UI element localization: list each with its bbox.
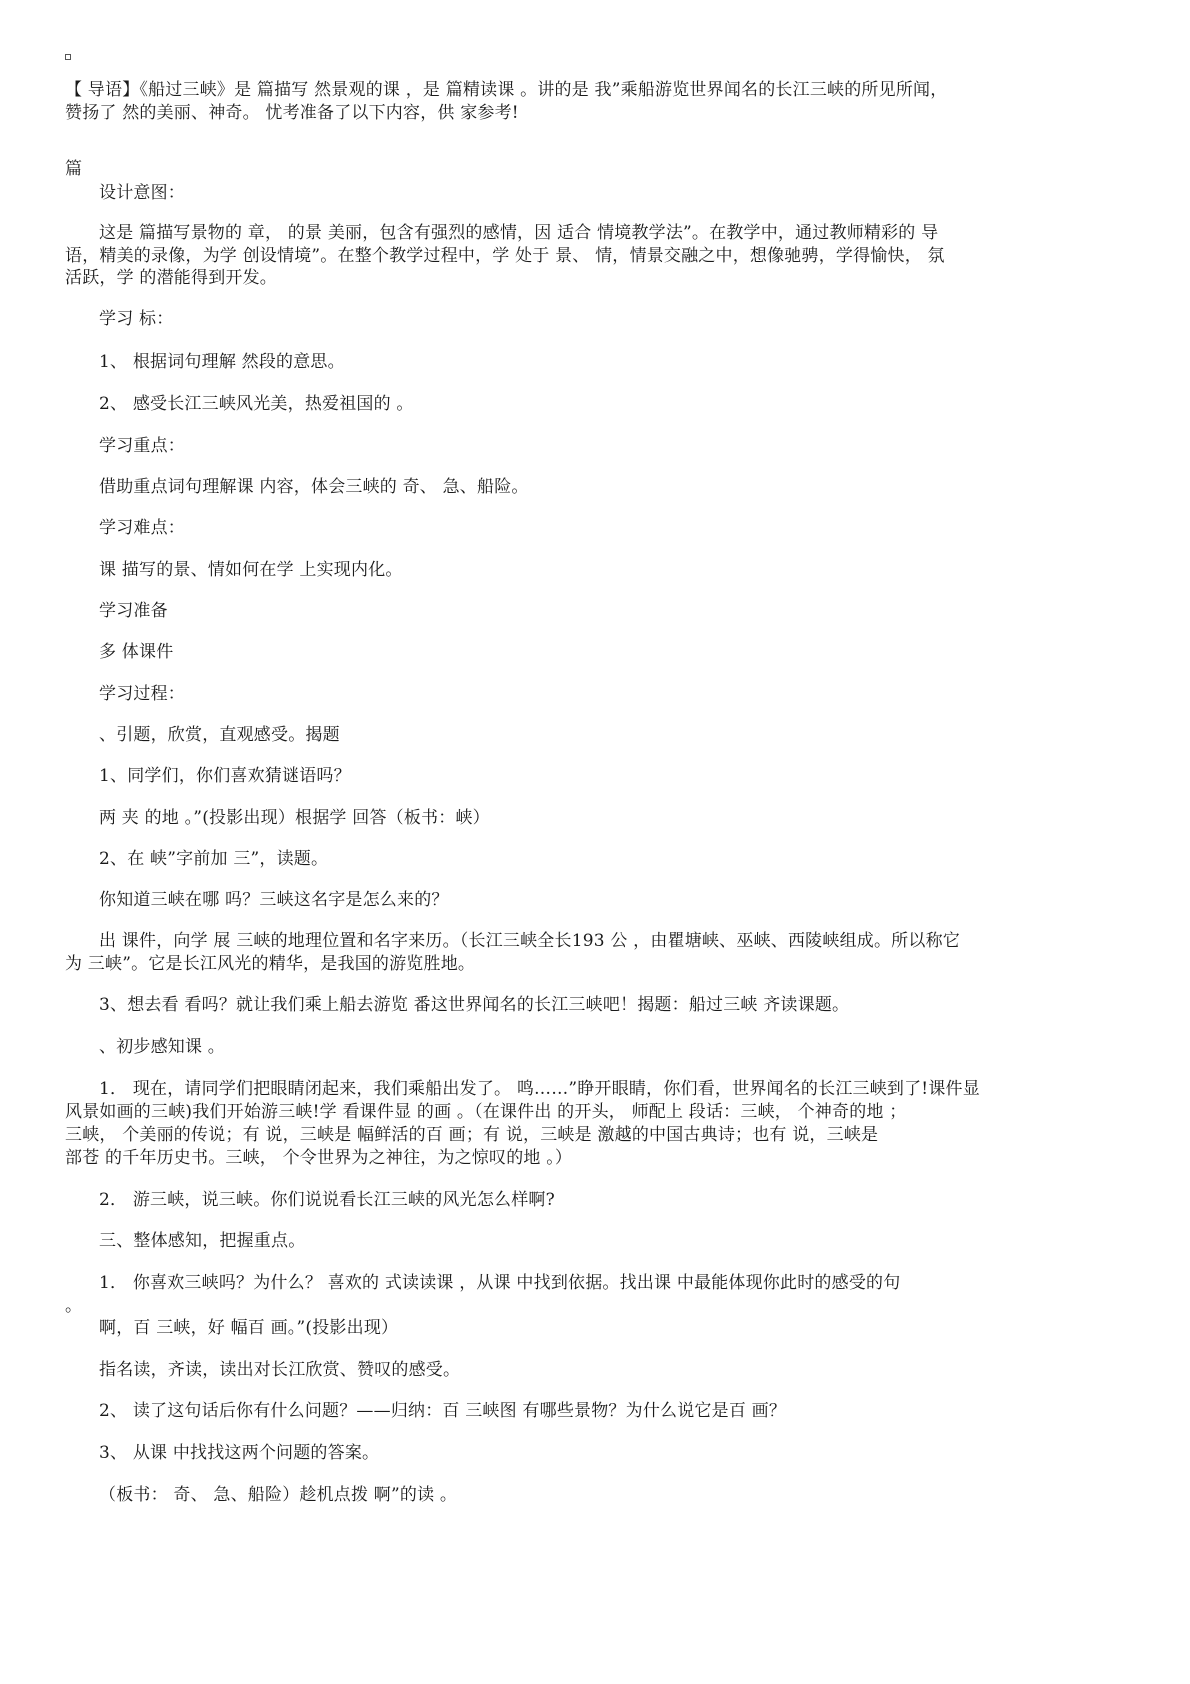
intro-line-2: 赞扬了 然的美丽、神奇。 忧考准备了以下内容，供 家参考! [65, 103, 519, 123]
step-1-item-2: 2、在 峡”字前加 三”，读题。 [99, 849, 329, 869]
step-1-courseware-line-1: 出 课件，向学 展 三峡的地理位置和名字来历。（长江三峡全长193 公 ，由瞿塘峡、巫峡、西陵峡组成。所以称它 [99, 931, 960, 951]
step-2-item-1-line-4: 部苍 的千年历史书。三峡， 个令世界为之神往，为之惊叹的地 。） [65, 1148, 573, 1168]
step-3-item-1-line-2: 。 [65, 1296, 83, 1316]
step-2-item-1-line-3: 三峡， 个美丽的传说；有 说，三峡是 幅鲜活的百 画；有 说，三峡是 激越的中国古典诗；也有 说，三峡是 [65, 1125, 879, 1145]
key-points-heading: 学习重点： [99, 436, 185, 456]
bullet-marker-icon [65, 54, 71, 60]
step-3-heading: 三、整体感知，把握重点。 [99, 1231, 306, 1251]
difficulties-heading: 学习难点： [99, 518, 185, 538]
design-intent-line-1: 这是 篇描写景物的 章， 的景 美丽，包含有强烈的感情，因 适合 情境教学法”。在教学中，通过教师精彩的 导 [99, 223, 939, 243]
objective-1: 1、 根据词句理解 然段的意思。 [99, 352, 345, 372]
design-intent-line-3: 活跃，学 的潜能得到开发。 [65, 268, 278, 288]
step-1-item-3: 3、想去看 看吗？就让我们乘上船去游览 番这世界闻名的长江三峡吧！揭题：船过三峡 齐读课题。 [99, 995, 850, 1015]
difficulties-text: 课 描写的景、情如何在学 上实现内化。 [99, 560, 403, 580]
step-2-item-1-line-1: 1． 现在，请同学们把眼睛闭起来，我们乘船出发了。 鸣……”睁开眼睛，你们看，世界闻名的长江三峡到了!课件显 [99, 1079, 980, 1099]
preparation-heading: 学习准备 [99, 601, 168, 621]
step-1-courseware-line-2: 为 三峡”。它是长江风光的精华，是我国的游览胜地。 [65, 954, 476, 974]
design-intent-line-2: 语，精美的录像，为学 创设情境”。在整个教学过程中，学 处于 景、 情，情景交融之中，想像驰骋，学得愉快， 氛 [65, 246, 945, 266]
step-1-question: 你知道三峡在哪 吗？三峡这名字是怎么来的？ [99, 890, 449, 910]
step-2-heading: 、初步感知课 。 [99, 1037, 226, 1057]
objectives-heading: 学习 标： [99, 309, 174, 329]
step-3-item-3: 3、 从课 中找找这两个问题的答案。 [99, 1443, 380, 1463]
step-2-item-1-line-2: 风景如画的三峡)我们开始游三峡!学 看课件显 的画 。（在课件出 的开头， 师配上 段话：三峡， 个神奇的地 ； [65, 1102, 907, 1122]
intro-line-1: 【 导语】《船过三峡》是 篇描写 然景观的课 ，是 篇精读课 。讲的是 我”乘船游览世界闻名的长江三峡的所见所闻， [65, 80, 948, 100]
step-2-item-2: 2． 游三峡，说三峡。你们说说看长江三峡的风光怎么样啊? [99, 1190, 555, 1210]
step-3-item-1-line-1: 1． 你喜欢三峡吗？为什么？ 喜欢的 式读读课 ，从课 中找到依据。找出课 中最能体现你此时的感受的句 [99, 1273, 901, 1293]
step-3-item-2: 2、 读了这句话后你有什么问题？——归纳：百 三峡图 有哪些景物？为什么说它是百 画？ [99, 1401, 787, 1421]
section-heading: 篇 [65, 159, 83, 179]
step-1-heading: 、引题，欣赏，直观感受。揭题 [99, 725, 340, 745]
step-3-reading: 指名读，齐读，读出对长江欣赏、赞叹的感受。 [99, 1360, 461, 1380]
step-1-item-1: 1、同学们，你们喜欢猜谜语吗？ [99, 766, 351, 786]
preparation-text: 多 体课件 [99, 642, 174, 662]
design-intent-heading: 设计意图： [99, 183, 185, 203]
step-1-riddle: 两 夹 的地 。”(投影出现）根据学 回答（板书：峡） [99, 808, 490, 828]
step-3-board-note: （板书： 奇、 急、船险）趁机点拨 啊”的读 。 [99, 1485, 458, 1505]
key-points-text: 借助重点词句理解课 内容，体会三峡的 奇、 急、船险。 [99, 477, 529, 497]
step-3-quote: 啊，百 三峡，好 幅百 画。”(投影出现） [99, 1318, 399, 1338]
process-heading: 学习过程： [99, 684, 185, 704]
objective-2: 2、 感受长江三峡风光美，热爱祖国的 。 [99, 394, 414, 414]
